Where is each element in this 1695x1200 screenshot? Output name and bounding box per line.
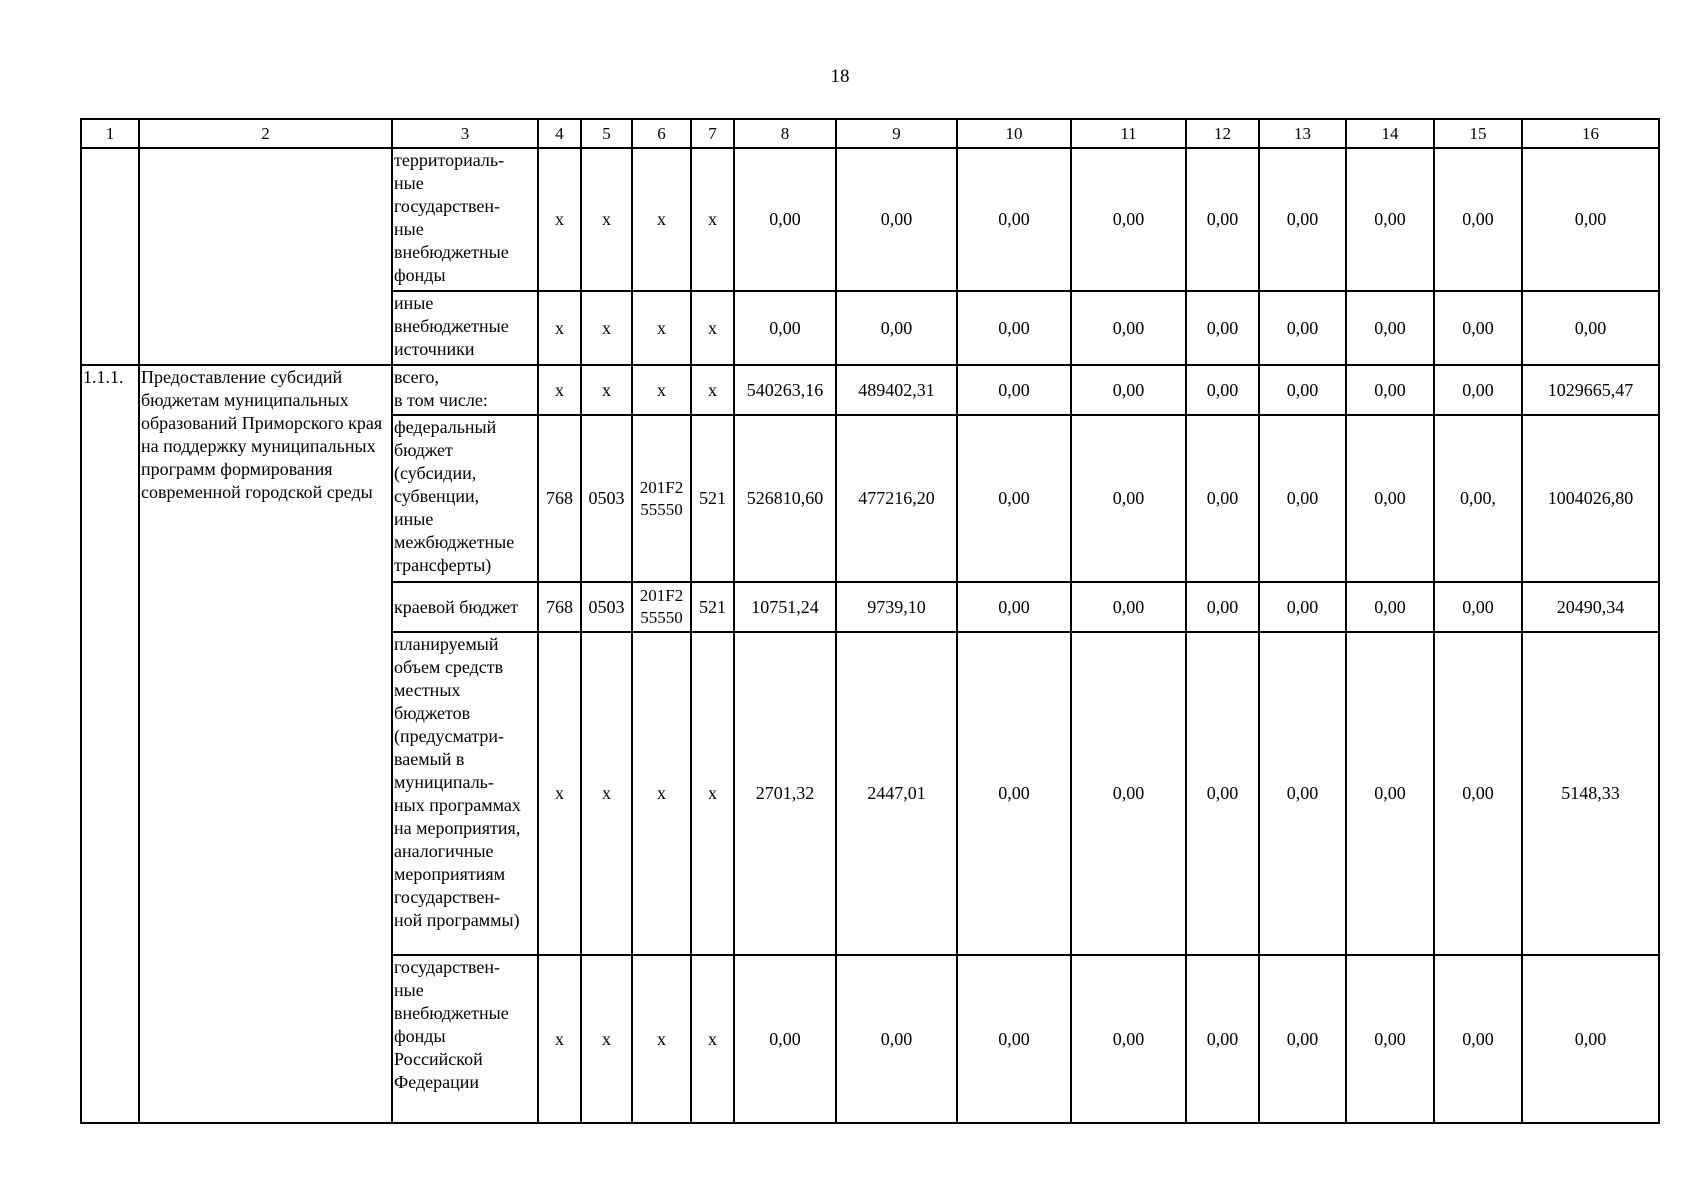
code-cell: х [632, 955, 691, 1123]
value-cell: 0,00, [1434, 415, 1522, 582]
value-cell: 0,00 [1346, 415, 1434, 582]
code-cell: 768 [538, 415, 581, 582]
value-cell: 0,00 [1071, 148, 1186, 291]
budget-table [80, 118, 1660, 1124]
value-cell: 0,00 [957, 365, 1071, 415]
code-cell: х [632, 291, 691, 365]
value-cell: 2447,01 [836, 632, 957, 955]
code-cell: х [691, 148, 734, 291]
value-cell: 0,00 [1186, 365, 1259, 415]
value-cell: 5148,33 [1522, 632, 1659, 955]
code-cell: х [538, 148, 581, 291]
value-cell: 0,00 [1346, 582, 1434, 632]
value-cell: 0,00 [1434, 291, 1522, 365]
value-cell: 0,00 [957, 582, 1071, 632]
code-cell: х [691, 291, 734, 365]
value-cell: 0,00 [1434, 365, 1522, 415]
code-cell: 521 [691, 415, 734, 582]
code-cell: х [581, 148, 632, 291]
value-cell: 489402,31 [836, 365, 957, 415]
value-cell: 0,00 [1259, 632, 1346, 955]
value-cell: 10751,24 [734, 582, 836, 632]
header-cell: 9 [836, 119, 957, 148]
funding-source-cell: государствен- ные внебюджетные фонды Российской Федерации [392, 955, 538, 1123]
header-cell: 8 [734, 119, 836, 148]
header-cell: 2 [139, 119, 392, 148]
code-cell: х [632, 632, 691, 955]
code-cell: х [691, 632, 734, 955]
funding-source-cell: всего, в том числе: [392, 365, 538, 415]
value-cell: 0,00 [1522, 148, 1659, 291]
value-cell: 0,00 [1071, 955, 1186, 1123]
value-cell: 0,00 [1186, 415, 1259, 582]
code-cell: 201F2 55550 [632, 582, 691, 632]
item-number-cell: 1.1.1. [81, 365, 139, 1123]
code-cell: х [538, 291, 581, 365]
value-cell: 0,00 [836, 148, 957, 291]
value-cell: 0,00 [734, 148, 836, 291]
value-cell: 9739,10 [836, 582, 957, 632]
header-cell: 16 [1522, 119, 1659, 148]
value-cell: 0,00 [1071, 582, 1186, 632]
value-cell: 0,00 [957, 632, 1071, 955]
header-cell: 12 [1186, 119, 1259, 148]
value-cell: 0,00 [1434, 632, 1522, 955]
value-cell: 0,00 [1071, 365, 1186, 415]
value-cell: 0,00 [1346, 291, 1434, 365]
value-cell: 0,00 [1434, 955, 1522, 1123]
value-cell: 0,00 [836, 291, 957, 365]
header-cell: 1 [81, 119, 139, 148]
header-cell: 3 [392, 119, 538, 148]
value-cell: 0,00 [734, 955, 836, 1123]
code-cell: х [538, 365, 581, 415]
value-cell: 0,00 [957, 148, 1071, 291]
value-cell: 2701,32 [734, 632, 836, 955]
table-row [81, 365, 1659, 415]
value-cell: 0,00 [1346, 365, 1434, 415]
value-cell: 0,00 [1522, 291, 1659, 365]
value-cell: 0,00 [1186, 582, 1259, 632]
value-cell: 0,00 [1522, 955, 1659, 1123]
value-cell: 0,00 [1071, 291, 1186, 365]
code-cell: х [632, 148, 691, 291]
header-cell: 6 [632, 119, 691, 148]
code-cell: х [581, 632, 632, 955]
value-cell: 0,00 [1259, 291, 1346, 365]
code-cell: 0503 [581, 415, 632, 582]
value-cell: 0,00 [957, 291, 1071, 365]
value-cell: 477216,20 [836, 415, 957, 582]
code-cell: х [581, 291, 632, 365]
value-cell: 0,00 [1434, 148, 1522, 291]
code-cell: х [538, 955, 581, 1123]
value-cell: 0,00 [836, 955, 957, 1123]
value-cell: 0,00 [1259, 955, 1346, 1123]
value-cell: 0,00 [957, 955, 1071, 1123]
item-name-cell: Предоставление субсидий бюджетам муниципальных образований Приморского края на поддержку муниципальных программ формирования современной городской среды [139, 365, 392, 1123]
value-cell: 1029665,47 [1522, 365, 1659, 415]
code-cell: х [581, 365, 632, 415]
header-cell: 14 [1346, 119, 1434, 148]
value-cell: 0,00 [1259, 415, 1346, 582]
code-cell: х [581, 955, 632, 1123]
value-cell: 0,00 [1186, 632, 1259, 955]
code-cell: 521 [691, 582, 734, 632]
funding-source-cell: территориаль- ные государствен- ные внебюджетные фонды [392, 148, 538, 291]
value-cell: 1004026,80 [1522, 415, 1659, 582]
value-cell: 0,00 [1434, 582, 1522, 632]
header-cell: 11 [1071, 119, 1186, 148]
header-cell: 7 [691, 119, 734, 148]
header-cell: 10 [957, 119, 1071, 148]
code-cell: х [632, 365, 691, 415]
value-cell: 0,00 [957, 415, 1071, 582]
page-number: 18 [830, 66, 850, 87]
value-cell: 0,00 [1186, 955, 1259, 1123]
value-cell: 0,00 [1346, 955, 1434, 1123]
code-cell: х [691, 365, 734, 415]
funding-source-cell: федеральный бюджет (субсидии, субвенции, иные межбюджетные трансферты) [392, 415, 538, 582]
item-number-cell [81, 148, 139, 365]
value-cell: 0,00 [1346, 632, 1434, 955]
funding-source-cell: планируемый объем средств местных бюджетов (предусматри- ваемый в муниципаль- ных программах на мероприятия, аналогичные мероприятиям государствен- ной программы) [392, 632, 538, 955]
code-cell: х [691, 955, 734, 1123]
value-cell: 526810,60 [734, 415, 836, 582]
value-cell: 20490,34 [1522, 582, 1659, 632]
value-cell: 0,00 [1186, 148, 1259, 291]
table-row [81, 148, 1659, 291]
value-cell: 0,00 [1071, 415, 1186, 582]
value-cell: 0,00 [1071, 632, 1186, 955]
header-cell: 13 [1259, 119, 1346, 148]
value-cell: 0,00 [1346, 148, 1434, 291]
header-row [81, 119, 1659, 148]
value-cell: 0,00 [1259, 582, 1346, 632]
value-cell: 540263,16 [734, 365, 836, 415]
header-cell: 4 [538, 119, 581, 148]
item-name-cell [139, 148, 392, 365]
code-cell: х [538, 632, 581, 955]
header-cell: 15 [1434, 119, 1522, 148]
value-cell: 0,00 [1186, 291, 1259, 365]
value-cell: 0,00 [1259, 148, 1346, 291]
code-cell: 0503 [581, 582, 632, 632]
value-cell: 0,00 [734, 291, 836, 365]
code-cell: 768 [538, 582, 581, 632]
funding-source-cell: краевой бюджет [392, 582, 538, 632]
header-cell: 5 [581, 119, 632, 148]
value-cell: 0,00 [1259, 365, 1346, 415]
code-cell: 201F2 55550 [632, 415, 691, 582]
funding-source-cell: иные внебюджетные источники [392, 291, 538, 365]
